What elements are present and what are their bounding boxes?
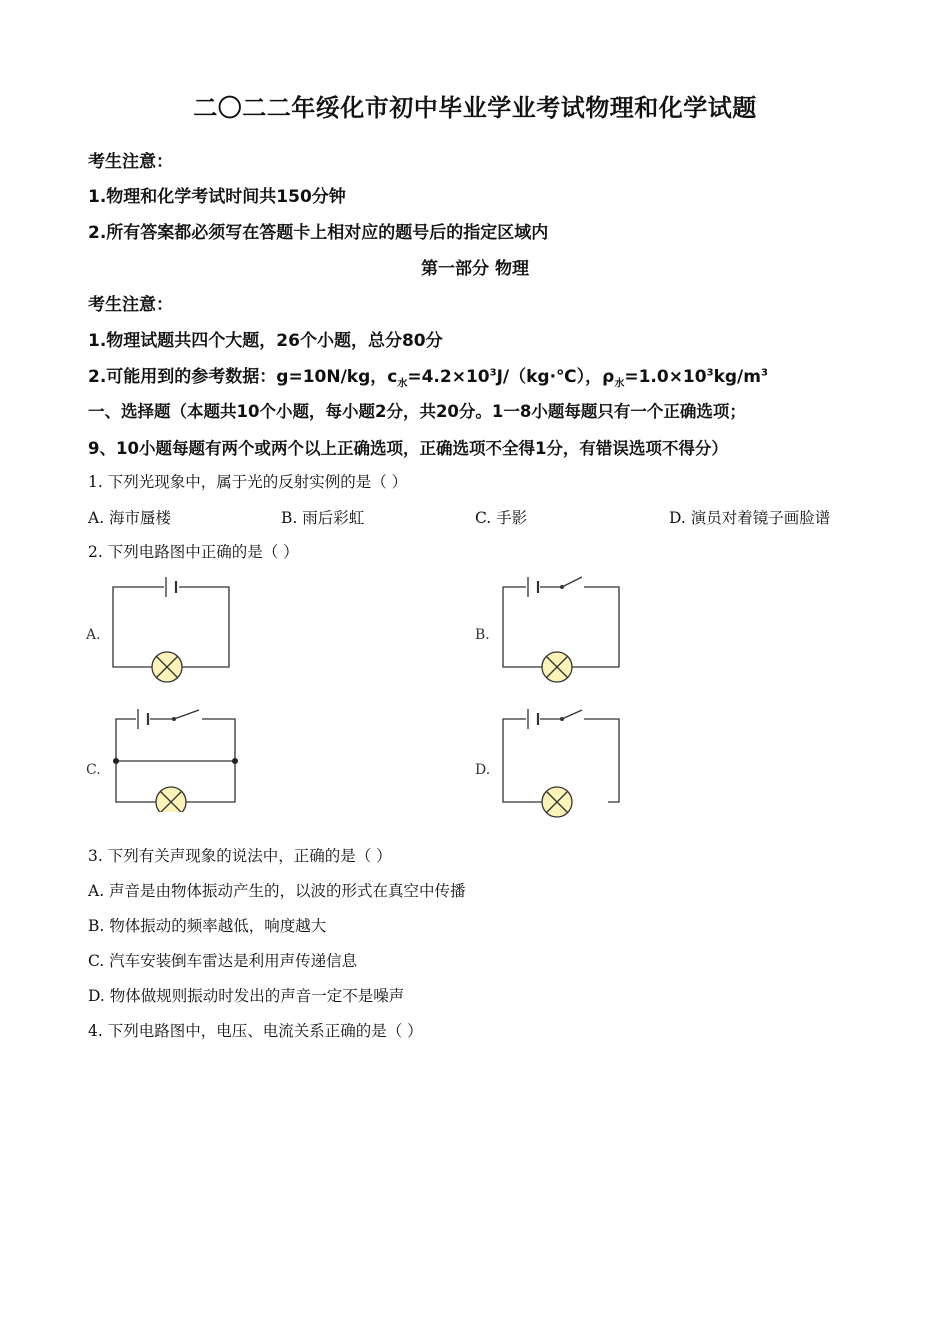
q1-option-a[interactable]: A. 海市蜃楼 [88, 509, 172, 527]
reference-data-line: 2.可能用到的参考数据：g=10N/kg，$c_水=4.2\times 10^3J/(kg\cdot℃)$，$\rho_水=1.0\times 10^3kg/m^3$ [88, 367, 768, 390]
lamp-icon [152, 652, 182, 682]
q3-option-a[interactable]: A. 声音是由物体振动产生的，以波的形式在真空中传播 [88, 882, 466, 900]
q1-option-d[interactable]: D. 演员对着镜子画脸谱 [669, 509, 831, 527]
q1-stem: 1. 下列光现象中，属于光的反射实例的是（ ） [88, 473, 408, 491]
section-one-instructions-line2: 9、10小题每题有两个或两个以上正确选项，正确选项不全得1分，有错误选项不得分） [88, 439, 728, 458]
lamp-icon [542, 787, 572, 817]
q2-circuit-d-label[interactable]: D. [475, 762, 491, 778]
q2-circuit-d-diagram[interactable] [490, 702, 640, 822]
q2-stem: 2. 下列电路图中正确的是（ ） [88, 543, 299, 561]
q3-option-d[interactable]: D. 物体做规则振动时发出的声音一定不是噪声 [88, 987, 405, 1005]
q2-circuit-c-diagram[interactable] [100, 702, 250, 812]
part-one-heading: 第一部分 物理 [421, 259, 529, 279]
q2-circuit-b-diagram[interactable] [490, 570, 640, 690]
lamp-icon [156, 787, 186, 812]
q4-stem: 4. 下列电路图中，电压、电流关系正确的是（ ） [88, 1022, 423, 1040]
physics-notice-item-1: 1.物理试题共四个大题，26个小题，总分80分 [88, 331, 443, 351]
q2-circuit-c-label[interactable]: C. [86, 762, 101, 778]
q1-option-c[interactable]: C. 手影 [475, 509, 528, 527]
notice-heading-2: 考生注意： [88, 295, 173, 315]
page-title: 二〇二二年绥化市初中毕业学业考试物理和化学试题 [193, 94, 757, 122]
lamp-icon [542, 652, 572, 682]
q1-option-b[interactable]: B. 雨后彩虹 [281, 509, 365, 527]
notice-item-2: 2.所有答案都必须写在答题卡上相对应的题号后的指定区域内 [88, 223, 549, 243]
q3-option-c[interactable]: C. 汽车安装倒车雷达是利用声传递信息 [88, 952, 358, 970]
q3-option-b[interactable]: B. 物体振动的频率越低，响度越大 [88, 917, 327, 935]
q2-circuit-b-label[interactable]: B. [475, 627, 490, 643]
notice-item-1: 1.物理和化学考试时间共150分钟 [88, 187, 346, 207]
notice-heading-1: 考生注意： [88, 152, 173, 172]
q3-stem: 3. 下列有关声现象的说法中，正确的是（ ） [88, 847, 392, 865]
section-one-instructions-line1: 一、选择题（本题共10个小题，每小题2分，共20分。1一8小题每题只有一个正确选项； [88, 402, 746, 421]
q2-circuit-a-label[interactable]: A. [86, 627, 101, 643]
q2-circuit-a-diagram[interactable] [100, 570, 250, 690]
